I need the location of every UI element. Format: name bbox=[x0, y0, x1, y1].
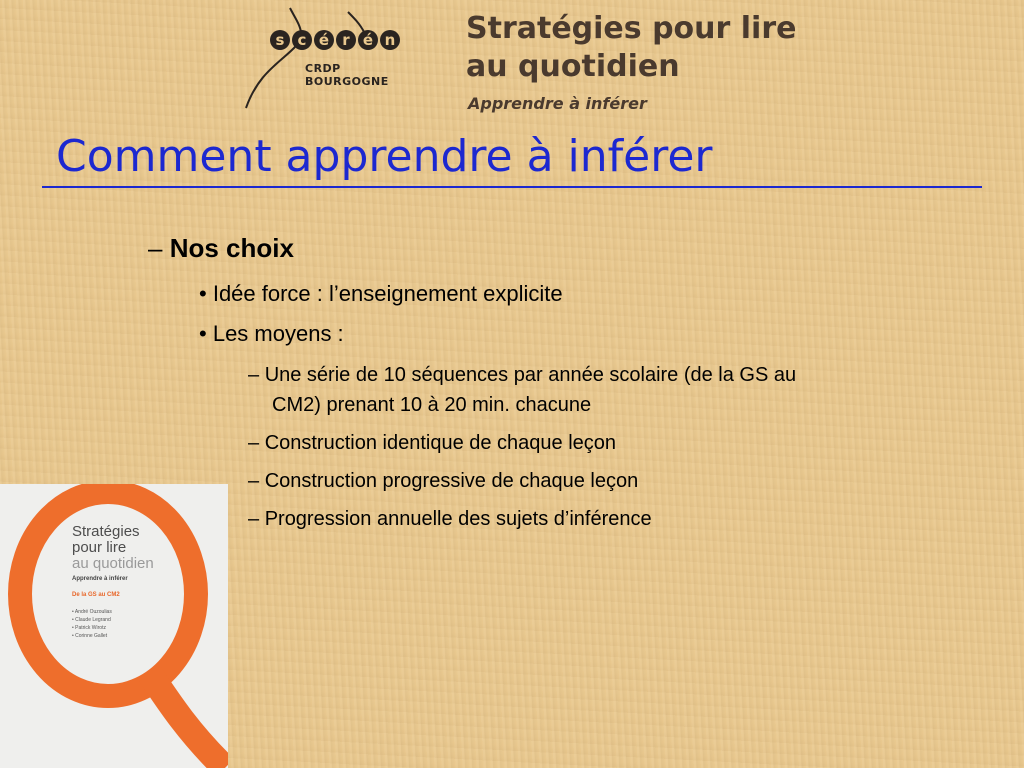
level1-label: Nos choix bbox=[169, 233, 294, 263]
book-level: De la GS au CM2 bbox=[72, 592, 120, 598]
book-title-line-3: au quotidien bbox=[72, 555, 154, 572]
bullet-text: Idée force : l’enseignement explicite bbox=[212, 281, 563, 306]
book-author: • Corinne Gallet bbox=[72, 633, 108, 639]
sub-item bbox=[248, 466, 638, 496]
book-cover-image bbox=[0, 484, 228, 768]
book-subtitle: Apprendre à inférer bbox=[72, 576, 128, 582]
logo-letter: n bbox=[380, 30, 400, 50]
header-title-line-2: au quotidien bbox=[466, 49, 680, 84]
book-cover-text bbox=[72, 524, 154, 640]
dash-marker: – bbox=[248, 470, 260, 492]
level1-item bbox=[148, 232, 294, 264]
sub-item-text: Construction progressive de chaque leçon bbox=[264, 470, 639, 492]
slide-title: Comment apprendre à inférer bbox=[56, 131, 713, 182]
sub-item-text: Progression annuelle des sujets d’inférence bbox=[264, 508, 652, 530]
logo-letter: c bbox=[292, 30, 312, 50]
book-title-line-1: Stratégies bbox=[72, 523, 140, 540]
logo-letter: é bbox=[358, 30, 378, 50]
book-author: • Patrick Wirotz bbox=[72, 625, 106, 631]
book-title-line-2: pour lire bbox=[72, 539, 127, 556]
logo-letter: r bbox=[336, 30, 356, 50]
sub-item-text: Construction identique de chaque leçon bbox=[264, 432, 617, 454]
bullet-text: Les moyens : bbox=[212, 321, 344, 346]
sub-item bbox=[248, 360, 796, 420]
dash-marker: – bbox=[248, 364, 260, 386]
org-line-1: CRDP bbox=[305, 62, 341, 75]
dash-marker: – bbox=[248, 432, 260, 454]
bullet-item bbox=[199, 320, 344, 348]
sub-item-text: Une série de 10 séquences par année scolaire (de la GS au bbox=[264, 364, 797, 386]
dash-marker: – bbox=[248, 508, 260, 530]
logo-letter: é bbox=[314, 30, 334, 50]
bullet-marker: • bbox=[199, 281, 207, 306]
book-authors bbox=[72, 608, 154, 640]
logo-letter: s bbox=[270, 30, 290, 50]
sub-item bbox=[248, 428, 616, 458]
sub-item bbox=[248, 504, 652, 534]
book-author: • Claude Legrand bbox=[72, 617, 111, 623]
header-subtitle: Apprendre à inférer bbox=[468, 94, 647, 113]
header-title-line-1: Stratégies pour lire bbox=[466, 11, 797, 46]
org-line-2: BOURGOGNE bbox=[305, 75, 389, 88]
sub-item-text-continued: CM2) prenant 10 à 20 min. chacune bbox=[272, 394, 592, 416]
book-author: • André Ouzoulias bbox=[72, 609, 112, 615]
bullet-item bbox=[199, 280, 563, 308]
dash-marker: – bbox=[148, 233, 163, 263]
bullet-marker: • bbox=[199, 321, 207, 346]
